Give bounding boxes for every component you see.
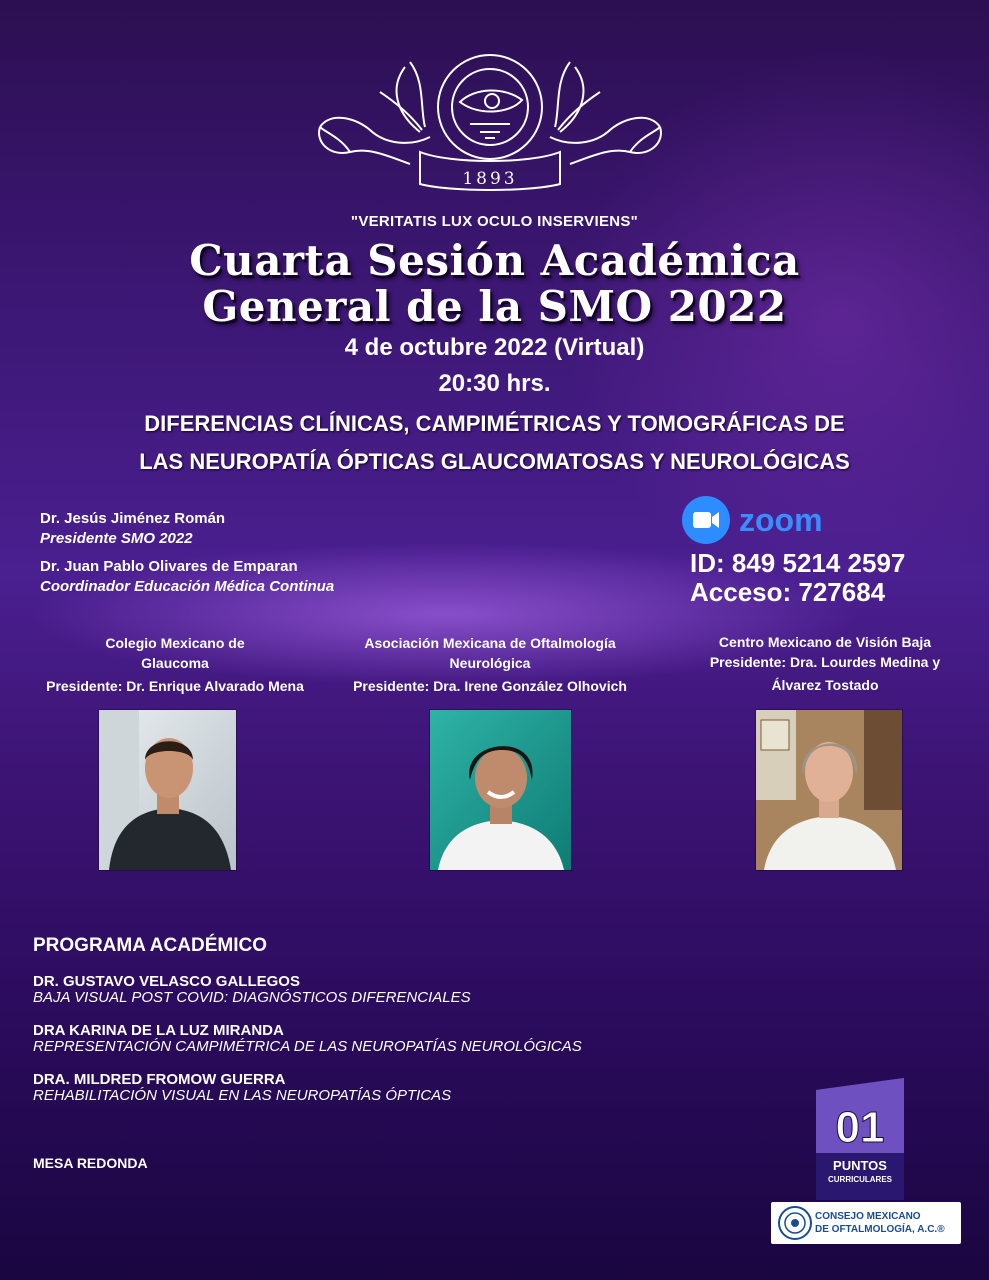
talk-speaker: DRA KARINA DE LA LUZ MIRANDA — [33, 1022, 284, 1039]
institution-name-2: Glaucoma — [141, 655, 209, 671]
photo-medina — [755, 709, 903, 871]
mesa-redonda: MESA REDONDA — [33, 1155, 148, 1171]
program-talk — [33, 974, 471, 1006]
points-badge — [816, 1078, 904, 1200]
talk-title: BAJA VISUAL POST COVID: DIAGNÓSTICOS DIFERENCIALES — [33, 989, 471, 1006]
zoom-brand: zoom — [739, 502, 823, 538]
organizer-2 — [40, 557, 334, 597]
organizer-1 — [40, 509, 225, 549]
consejo-emblem-icon — [775, 1202, 815, 1244]
consejo-line-2: DE OFTALMOLOGÍA, A.C.® — [815, 1224, 945, 1235]
institution-president-2: Álvarez Tostado — [771, 677, 879, 693]
program-talk — [33, 1023, 582, 1055]
zoom-logo — [682, 496, 852, 544]
institution-glaucoma — [30, 633, 320, 696]
institution-vision-baja — [680, 632, 970, 695]
event-date: 4 de octubre 2022 (Virtual) — [344, 334, 645, 361]
photo-gonzalez — [429, 709, 572, 871]
institution-president: Presidente: Dra. Lourdes Medina y — [709, 654, 941, 670]
program-heading: PROGRAMA ACADÉMICO — [33, 935, 267, 956]
institution-president: Presidente: Dra. Irene González Olhovich — [353, 678, 627, 694]
talk-title: REPRESENTACIÓN CAMPIMÉTRICA DE LAS NEUROPATÍAS NEUROLÓGICAS — [33, 1038, 582, 1055]
organizer-role: Presidente SMO 2022 — [40, 530, 193, 547]
points-number: 01 — [835, 1103, 885, 1152]
talk-title: REHABILITACIÓN VISUAL EN LAS NEUROPATÍAS ÓPTICAS — [33, 1087, 452, 1104]
institution-name: Colegio Mexicano de — [105, 635, 245, 651]
motto: "VERITATIS LUX OCULO INSERVIENS" — [350, 213, 639, 230]
talk-speaker: DRA. MILDRED FROMOW GUERRA — [33, 1071, 286, 1088]
topic-line-2: LAS NEUROPATÍA ÓPTICAS GLAUCOMATOSAS Y NEUROLÓGICAS — [139, 449, 850, 474]
smo-logo — [310, 52, 670, 197]
organizer-name: Dr. Jesús Jiménez Román — [40, 510, 226, 527]
event-time: 20:30 hrs. — [438, 370, 551, 397]
institution-name-2: Neurológica — [449, 655, 531, 671]
organizer-name: Dr. Juan Pablo Olivares de Emparan — [40, 558, 298, 575]
institution-name: Asociación Mexicana de Oftalmología — [364, 635, 616, 651]
logo-year: 1893 — [462, 169, 518, 189]
zoom-access: Acceso: 727684 — [690, 577, 886, 607]
topic-line-1: DIFERENCIAS CLÍNICAS, CAMPIMÉTRICAS Y TOMOGRÁFICAS DE — [144, 411, 845, 436]
institution-president: Presidente: Dr. Enrique Alvarado Mena — [46, 678, 304, 694]
consejo-line-1: CONSEJO MEXICANO — [815, 1211, 921, 1222]
organizer-role: Coordinador Educación Médica Continua — [40, 578, 335, 595]
consejo-logo — [771, 1202, 961, 1244]
program-talk — [33, 1072, 451, 1104]
photo-alvarado — [98, 709, 237, 871]
points-label: PUNTOS — [833, 1158, 887, 1173]
talk-speaker: DR. GUSTAVO VELASCO GALLEGOS — [33, 973, 300, 990]
institution-neuro — [335, 633, 645, 696]
institution-name: Centro Mexicano de Visión Baja — [718, 634, 932, 650]
zoom-id: ID: 849 5214 2597 — [690, 548, 906, 578]
zoom-credentials — [690, 549, 905, 607]
title-line-1: Cuarta Sesión Académica — [189, 236, 800, 285]
title-line-2: General de la SMO 2022 — [202, 282, 787, 331]
points-sublabel: CURRICULARES — [828, 1175, 892, 1184]
